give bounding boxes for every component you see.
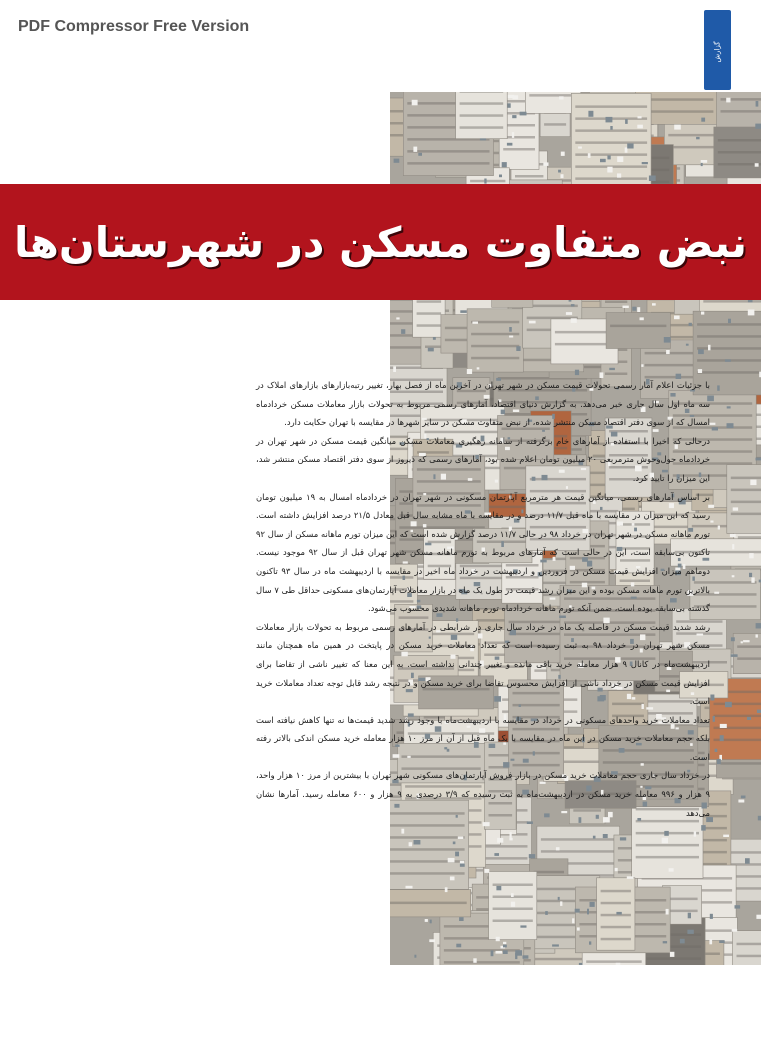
article-paragraph: با جزئیات اعلام آمار رسمی تحولات قیمت مسکن در شهر تهران در آخرین ماه از فصل بهار، تغییر رتبه‌بازارهای بازارهای املاک در سه ماه اول سال جاری خبر می‌دهد. به گزارش دنیای اقتصاد، آمارهای رسمی مربوط به تحولات بازار معاملات مسکن خردادماه امسال که از سوی دفتر اقتصاد مسکن منتشر شده، از نبض متفاوت مسکن در سایر شهرها در مقایسه با تهران حکایت دارد. — [256, 380, 710, 428]
article-paragraph: رشد شدید قیمت مسکن در فاصله یک ماه در خرداد سال جاری در شرایطی در آمارهای رسمی مربوط به تحولات بازار معاملات مسکن شهر تهران در خرداد ۹۸ به ثبت رسیده است که تعداد معاملات خرید مسکن در پایتخت در همین ماه همچنان مانند اردیبهشت‌ماه در کانال ۹ هزار معامله خرید باقی مانده و تغییر چندانی نداشته است. به این معنا که تغییر ناشی از تقاضا برای افزایش قیمت مسکن در خرداد ناشی از افزایش محسوس تقاضا برای خرید مسکن و در نتیجه رشد قابل توجه تعداد معاملات خرید است. — [256, 621, 711, 707]
article-paragraph: بر اساس آمارهای رسمی، میانگین قیمت هر مترمربع آپارتمان مسکونی در شهر تهران در خردادماه امسال به ۱۹ میلیون تومان رسید که این میزان در مقایسه با ماه قبل ۱۱/۷ درصد و در مقایسه با ماه مشابه سال قبل معادل ۲۱/۵ درصد افزایش داشته است. تورم ماهانه مسکن در شهر تهران در خرداد ۹۸ در حالی ۱۱/۷ درصد گزارش شده است که این میزان تورم ماهانه مسکن از سال ۹۲ تاکنون بی‌سابقه است، این در حالی است که آمارهای مربوط به تورم ماهانه مسکن شهر تهران قبل از سال ۹۲ موجود نیست. دوماهم میزان افزایش قیمت مسکن در فروردین و اردیبهشت در خرداد ماه اخیر در مقایسه با اردیبهشت ماه در سال ۹۳ تاکنون بالاترین تورم ماهانه مسکن بوده و این میزان رشد قیمت در طول یک ماه در بازار معاملات آپارتمان‌های مسکونی حداقل طی ۷ سال گذشته بی‌سابقه بوده است، ضمن آنکه تورم ماهانه خردادماه تورم ماهانه شدیدی محسوب می‌شود. — [256, 491, 711, 614]
section-tab-label: گزارش — [713, 41, 722, 63]
headline-banner — [0, 184, 761, 300]
article-paragraph: در خرداد سال جاری حجم معاملات خرید مسکن در بازار فروش آپارتمان‌های مسکونی شهر تهران با بیشترین از مرز ۱۰ هزار واحد، ۹ هزار و ۹۹۶ معامله خرید مسکن در اردیبهشت‌ماه به ثبت رسیده که ۳/۹ درصدی به ۹ هزار و ۶۰۰ معامله رسید. آمارها نشان می‌دهد — [256, 770, 710, 818]
watermark: PDF Compressor Free Version — [18, 18, 250, 35]
headline: نبض متفاوت مسکن در شهرستان‌ها — [14, 217, 747, 267]
article-paragraph: درحالی که اخیرا با استفاده از آمارهای خام برگرفته از سامانه رهگیری معاملات مسکن میانگین قیمت مسکن در شهر تهران در خردادماه حول‌وحوش مترمربعی ۲۰ میلیون تومان اعلام شده بود، آمارهای رسمی که دیروز از سوی دفتر اقتصاد مسکن منتشر شد، این میزان را تایید کرد. — [256, 435, 711, 483]
article-paragraph: تعداد معاملات خرید واحدهای مسکونی در خرداد در مقایسه با اردیبهشت‌ماه با وجود رشد شدید قیمت‌ها نه تنها کاهش نیافته است بلکه حجم معاملات خرید مسکن در این ماه در مقایسه با یک ماه قبل از آن از مرز ۱۰ هزار معامله خرید مسکن اندکی بالاتر رفته است. — [256, 714, 710, 762]
section-tab — [704, 10, 731, 90]
article-body — [256, 376, 710, 822]
